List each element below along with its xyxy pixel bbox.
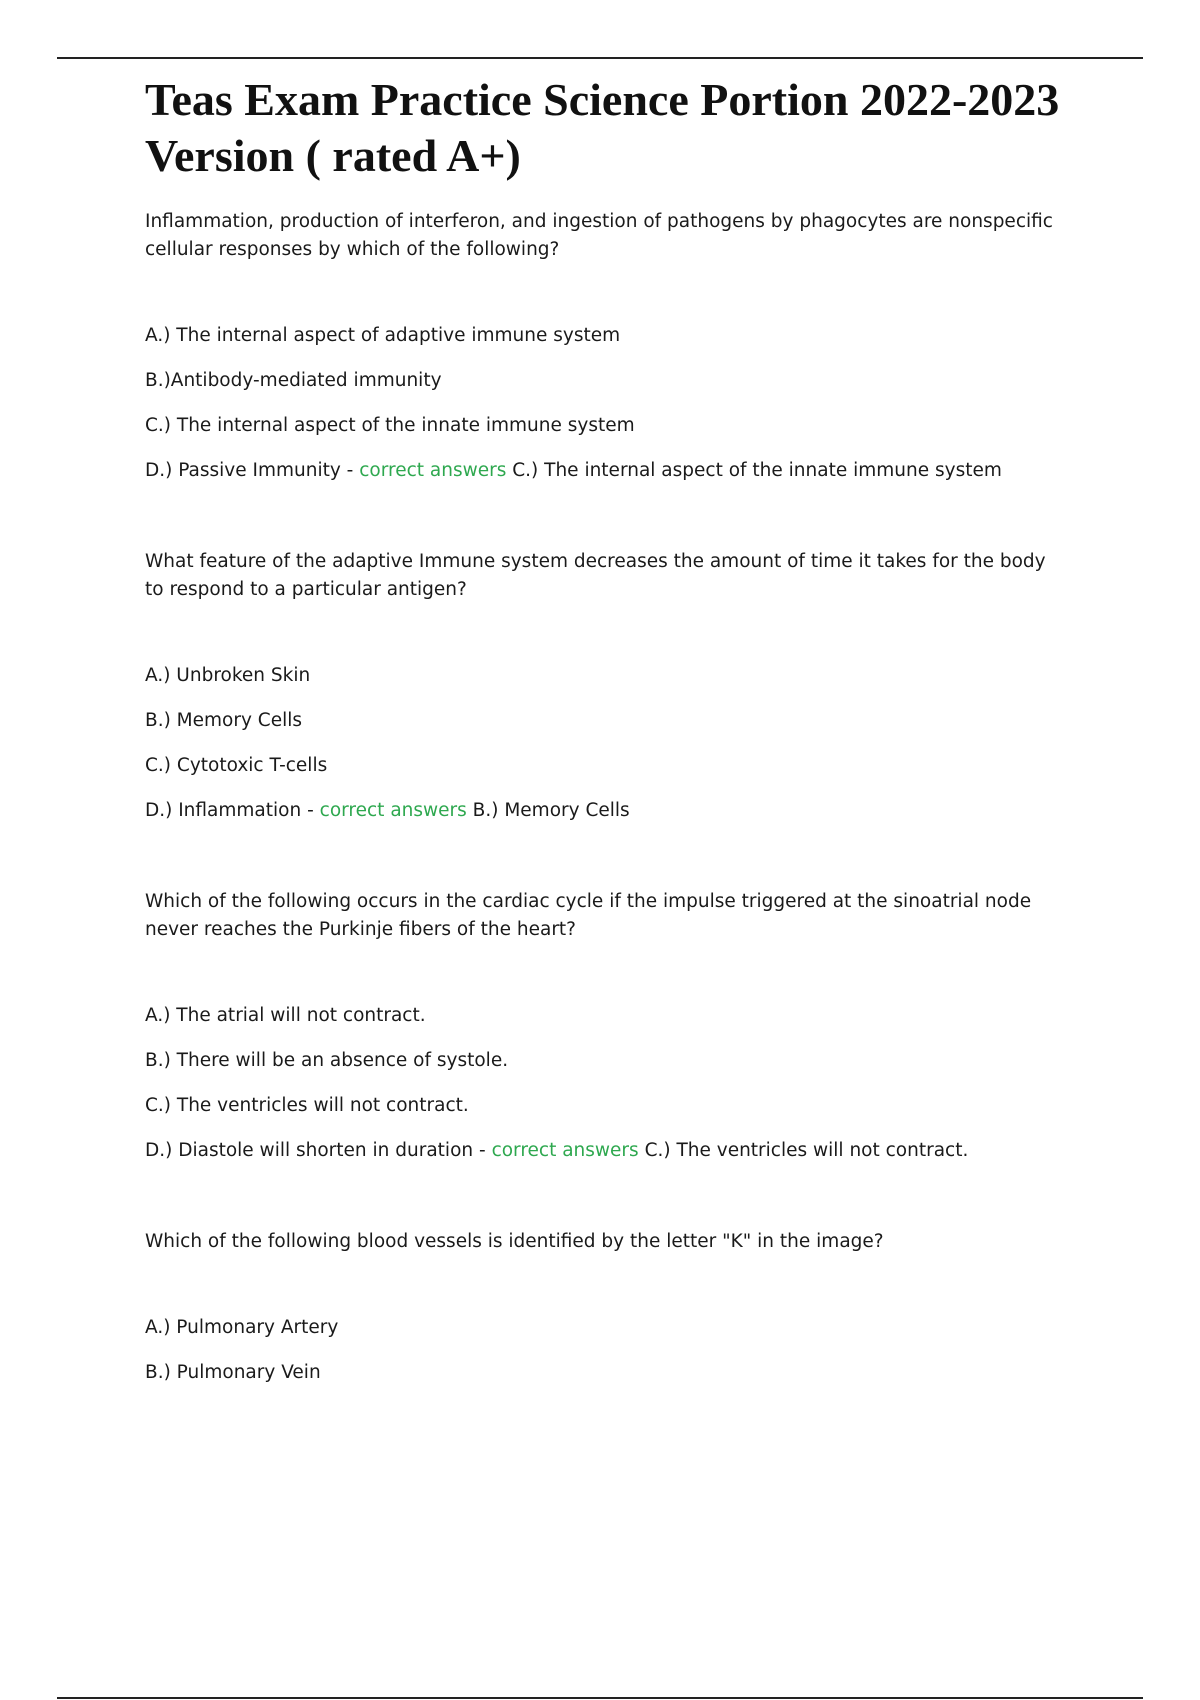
- correct-answers-label: correct answers: [359, 460, 507, 481]
- question-text: Which of the following occurs in the cardiac cycle if the impulse triggered at the sinoatrial node never reaches the Purkinje fibers of the heart?: [145, 891, 1032, 940]
- option-a: A.) Pulmonary Artery: [145, 1317, 339, 1338]
- answer-text: B.) Memory Cells: [466, 800, 630, 821]
- option-d: D.) Inflammation -: [145, 800, 320, 821]
- option-b: B.) Pulmonary Vein: [145, 1362, 321, 1383]
- question-3: [145, 888, 1065, 1165]
- question-text: Inflammation, production of interferon, and ingestion of pathogens by phagocytes are nonspecific cellular responses by which of the following?: [145, 211, 1053, 260]
- question-1: [145, 208, 1065, 485]
- bottom-divider: [57, 1697, 1143, 1699]
- option-a: A.) Unbroken Skin: [145, 665, 311, 686]
- question-text: Which of the following blood vessels is identified by the letter "K" in the image?: [145, 1231, 884, 1252]
- document-title: Teas Exam Practice Science Portion 2022-2023 Version ( rated A+): [145, 74, 1060, 181]
- option-d-with-answer: [145, 457, 1065, 485]
- option-a: A.) The internal aspect of adaptive immune system: [145, 325, 621, 346]
- correct-answers-label: correct answers: [319, 800, 467, 821]
- option-c: C.) The internal aspect of the innate immune system: [145, 415, 635, 436]
- option-d: D.) Diastole will shorten in duration -: [145, 1140, 492, 1161]
- option-a: A.) The atrial will not contract.: [145, 1005, 426, 1026]
- option-b: B.) There will be an absence of systole.: [145, 1050, 509, 1071]
- option-d-with-answer: [145, 1137, 1065, 1165]
- option-d: D.) Passive Immunity -: [145, 460, 360, 481]
- question-2: [145, 548, 1065, 825]
- document-page: [145, 72, 1065, 1404]
- question-text: What feature of the adaptive Immune system decreases the amount of time it takes for the body to respond to a particular antigen?: [145, 551, 1046, 600]
- correct-answers-label: correct answers: [491, 1140, 639, 1161]
- question-4: [145, 1228, 1065, 1387]
- option-b: B.)Antibody-mediated immunity: [145, 370, 442, 391]
- option-c: C.) Cytotoxic T-cells: [145, 755, 328, 776]
- option-b: B.) Memory Cells: [145, 710, 303, 731]
- option-d-with-answer: [145, 797, 1065, 825]
- top-divider: [57, 57, 1143, 59]
- option-c: C.) The ventricles will not contract.: [145, 1095, 469, 1116]
- answer-text: C.) The internal aspect of the innate immune system: [506, 460, 1002, 481]
- answer-text: C.) The ventricles will not contract.: [638, 1140, 969, 1161]
